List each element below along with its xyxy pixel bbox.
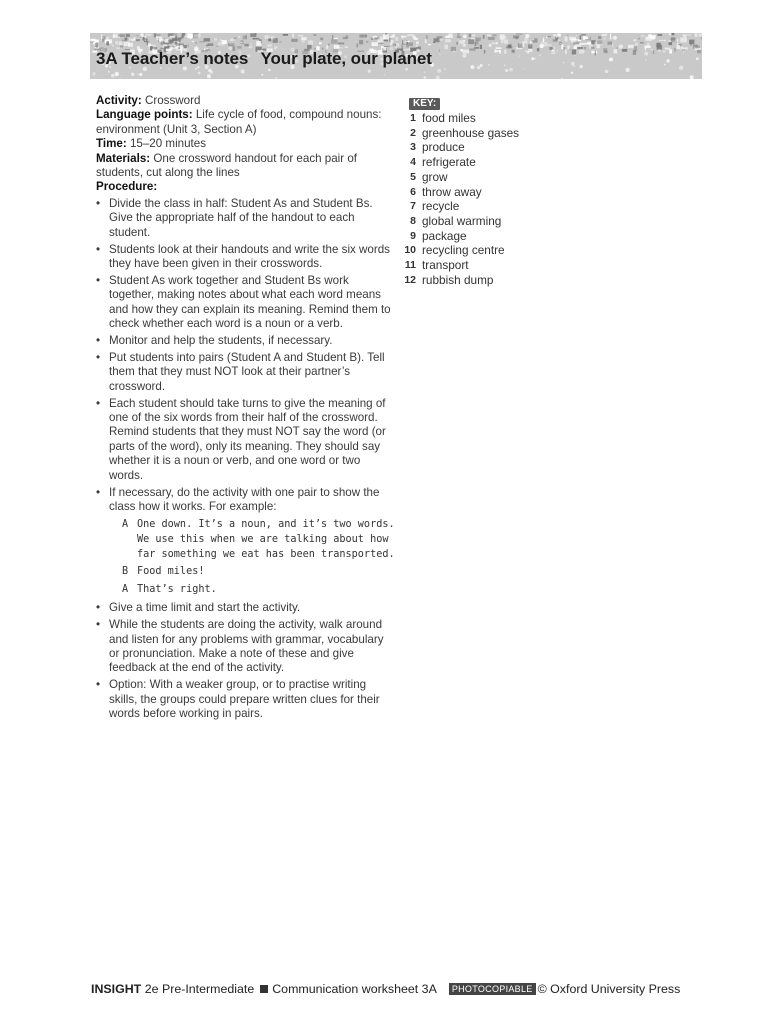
key-word: global warming [422,213,502,228]
procedure-heading: Procedure: [96,180,158,194]
bullet-icon: • [96,678,101,692]
procedure-step [96,486,396,598]
meta-time [96,137,396,151]
key-word: recycle [422,199,460,214]
key-word: recycling centre [422,243,505,258]
key-number: 6 [410,185,416,198]
bullet-icon: • [96,601,101,615]
procedure-step [96,243,396,272]
procedure-step [96,397,396,483]
key-item [404,126,564,141]
key-number: 1 [410,112,416,124]
bullet-icon: • [96,350,101,364]
step-text: Monitor and help the students, if necessary. [109,334,333,347]
key-item [404,243,564,258]
page-footer [91,982,701,996]
meta-label: Language points: [96,108,193,122]
meta-label: Materials: [96,151,151,165]
lesson-title: Your plate, our planet [260,49,432,68]
key-number: 8 [410,214,416,227]
speaker-label: A [122,583,129,595]
key-label: KEY: [409,98,440,110]
section-label: Teacher’s notes [121,49,249,68]
key-number: 7 [410,200,416,213]
meta-value: 15–20 minutes [129,137,207,151]
meta-activity [96,94,396,108]
key-word: greenhouse gases [422,125,520,140]
step-text: Each student should take turns to give the meaning of one of the six words from their half of the crossword. Remind students that they must NOT say the word (or parts of the word), only its meaning. They should say whether it is a noun or verb, and one word or two words. [109,396,386,482]
procedure-step [96,274,396,332]
key-word: grow [422,169,448,184]
key-item [404,170,564,185]
step-text: Option: With a weaker group, or to practise writing skills, the groups could prepare written clues for their words before working in pairs. [109,678,380,721]
key-item [404,229,564,244]
answer-key [404,95,564,287]
key-number: 2 [410,126,416,139]
step-text: Put students into pairs (Student A and Student B). Tell them that they must NOT look at their partner’s crossword. [109,350,385,393]
key-number: 3 [410,141,416,154]
bullet-icon: • [96,273,101,287]
step-text: Divide the class in half: Student As and Student Bs. Give the appropriate half of the handout to each student. [109,196,373,239]
procedure-step [96,334,396,348]
page-title [96,49,432,69]
dialogue-line [122,518,396,562]
bullet-icon: • [96,485,101,499]
meta-value: One crossword handout for each pair of students, cut along the lines [96,151,358,180]
worksheet-code: 3A [96,49,117,68]
step-text: Students look at their handouts and write the six words they have been given in their crosswords. [109,242,390,270]
footer-brand: INSIGHT [91,982,142,996]
step-text: Give a time limit and start the activity. [109,601,301,615]
dialogue-text: One down. It’s a noun, and it’s two words. We use this when we are talking about how far something we eat has been transported. [137,519,395,560]
key-item [404,214,564,229]
procedure-step [96,601,396,615]
square-separator-icon [260,985,268,993]
key-item [404,199,564,214]
footer-worksheet: Communication worksheet 3A [272,982,437,996]
dialogue-line [122,565,396,580]
key-number: 11 [404,259,416,272]
key-number: 9 [410,229,416,242]
header-banner [90,33,702,79]
key-word: rubbish dump [422,272,494,287]
meta-language-points [96,108,396,137]
key-word: transport [422,258,469,273]
bullet-icon: • [96,618,101,632]
bullet-icon: • [96,196,101,210]
photocopiable-badge: PHOTOCOPIABLE [449,983,536,995]
key-item [404,273,564,288]
procedure-step [96,351,396,394]
step-text: While the students are doing the activity, walk around and listen for any problems with grammar, vocabulary or pronunciation. Make a note of these and give feedback at the end of the activity. [109,618,384,675]
key-number: 5 [410,170,416,183]
meta-label: Activity: [96,94,142,107]
footer-level: 2e Pre-Intermediate [144,982,255,996]
key-item [404,155,564,170]
key-word: food miles [422,111,476,125]
key-word: produce [422,140,465,155]
meta-materials [96,152,396,181]
example-dialogue [122,518,396,597]
key-number: 10 [404,244,416,257]
procedure-step [96,197,396,240]
bullet-icon: • [96,334,101,347]
procedure-step [96,618,396,676]
key-item [404,140,564,155]
meta-value: Crossword [144,94,201,107]
speaker-label: B [122,566,129,578]
key-item [404,185,564,200]
procedure-list [96,197,396,722]
key-number: 12 [404,273,416,286]
key-word: package [422,228,467,243]
key-item [404,111,564,126]
bullet-icon: • [96,242,101,256]
key-number: 4 [410,156,416,169]
footer-copyright: © Oxford University Press [537,982,681,996]
speaker-label: A [122,519,129,531]
key-word: throw away [422,184,482,199]
procedure-step [96,678,396,721]
key-word: refrigerate [422,155,476,170]
key-item [404,258,564,273]
dialogue-line [122,583,396,598]
meta-label: Time: [96,137,127,151]
dialogue-text: Food miles! [137,566,205,578]
meta-value: Life cycle of food, compound nouns: environment (Unit 3, Section A) [96,108,382,136]
bullet-icon: • [96,396,101,410]
step-text: If necessary, do the activity with one pair to show the class how it works. For example: [109,485,380,513]
dialogue-text: That’s right. [137,583,217,595]
step-text: Student As work together and Student Bs work together, making notes about what each word means and how they can explain its meaning. Remind them to check whether each word is a noun or a verb. [109,273,391,331]
key-list [404,111,564,287]
notes-column [96,94,396,724]
